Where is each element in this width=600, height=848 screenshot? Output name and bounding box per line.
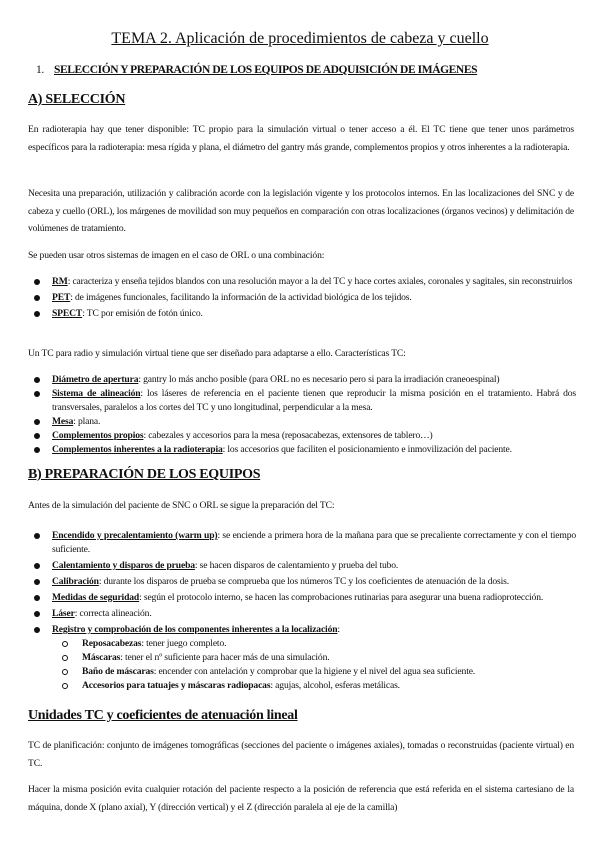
list-item: Registro y comprobación de los componentes inherentes a la localización: Reposacabezas: tener juego completo. Máscaras: tener el nº suficiente para hacer más de una simulación. Baño de máscaras: encender con antelación y comprobar que la higiene y el nivel del agua sea suficiente. Accesorios para tatuajes y máscaras radiopacas: agujas, alcohol, esferas metálicas. (28, 623, 576, 693)
preparation-steps-list (28, 529, 576, 695)
list-item: PET: de imágenes funcionales, facilitando la información de la actividad biológica de los tejidos. (28, 291, 576, 305)
list-item: RM: caracteriza y enseña tejidos blandos con una resolución mayor a la del TC y hace cortes axiales, coronales y sagitales, sin reconstruirlos (28, 275, 576, 289)
localization-components-list (52, 637, 576, 693)
paragraph-preparation: Necesita una preparación, utilización y calibración acorde con la legislación vigente y los protocolos internos. En las localizaciones del SNC y de cabeza y cuello (ORL), los márgenes de movilidad son muy pequeños en comparación con otras localizaciones (órganos vecinos) y delimitación de volúmenes de tratamiento. (28, 188, 574, 234)
list-item: Calentamiento y disparos de prueba: se hacen disparos de calentamiento y prueba del tubo. (28, 559, 576, 573)
sub-list-item: Accesorios para tatuajes y máscaras radiopacas: agujas, alcohol, esferas metálicas. (52, 679, 576, 693)
heading-seleccion: A) SELECCIÓN (28, 92, 126, 107)
list-item: Calibración: durante los disparos de prueba se comprueba que los números TC y los coeficientes de atenuación de la dosis. (28, 575, 576, 589)
paragraph-intro: En radioterapia hay que tener disponible: TC propio para la simulación virtual o tener acceso a él. El TC tiene que tener unos parámetros específicos para la radioterapia: mesa rígida y plana, el diámetro del gantry más grande, complementos propios y otros inherentes a la radioterapia. (28, 124, 574, 153)
paragraph-planning-tc: TC de planificación: conjunto de imágenes tomográficas (secciones del paciente o imágenes axiales), tomadas o reconstruidas (paciente virtual) en TC. (28, 740, 574, 769)
section-number: 1. (36, 64, 44, 76)
sub-list-item: Máscaras: tener el nº suficiente para hacer más de una simulación. (52, 651, 576, 665)
heading-preparacion: B) PREPARACIÓN DE LOS EQUIPOS (28, 467, 261, 482)
list-item: Encendido y precalentamiento (warm up): se enciende a primera hora de la mañana para que se precaliente correctamente y con el tiempo suficiente. (28, 529, 576, 557)
section-heading-text: SELECCIÓN Y PREPARACIÓN DE LOS EQUIPOS DE ADQUISICIÓN DE IMÁGENES (54, 64, 478, 76)
paragraph-before-simulation: Antes de la simulación del paciente de SNC o ORL se sigue la preparación del TC: (28, 500, 335, 511)
document-title: TEMA 2. Aplicación de procedimientos de cabeza y cuello (111, 30, 489, 47)
list-item: Láser: correcta alineación. (28, 607, 576, 621)
list-item: Complementos inherentes a la radioterapia: los accesorios que faciliten el posicionamiento e inmovilización del paciente. (28, 443, 576, 457)
sub-list-item: Baño de máscaras: encender con antelación y comprobar que la higiene y el nivel del agua sea suficiente. (52, 665, 576, 679)
tc-features-list (28, 373, 576, 457)
list-item: Mesa: plana. (28, 415, 576, 429)
paragraph-tc-features: Un TC para radio y simulación virtual tiene que ser diseñado para adaptarse a ello. Características TC: (28, 348, 406, 359)
section-heading (36, 64, 477, 76)
sub-list-item: Reposacabezas: tener juego completo. (52, 637, 576, 651)
heading-unidades-tc: Unidades TC y coeficientes de atenuación lineal (28, 708, 298, 723)
list-item: Medidas de seguridad: según el protocolo interno, se hacen las comprobaciones rutinarias para asegurar una buena radioprotección. (28, 591, 576, 605)
paragraph-imaging-systems: Se pueden usar otros sistemas de imagen en el caso de ORL o una combinación: (28, 250, 325, 261)
paragraph-reference-position: Hacer la misma posición evita cualquier rotación del paciente respecto a la posición de referencia que está referida en el sistema cartesiano de la máquina, donde X (plano axial), Y (dirección vertical) y el Z (dirección paralela al eje de la camilla) (28, 784, 574, 813)
list-item: Sistema de alineación: los láseres de referencia en el paciente tienen que reproducir la misma posición en el tratamiento. Habrá dos transversales, paralelos a los cortes del TC y uno longitudinal, perpendicular a la mesa. (28, 387, 576, 415)
list-item: Diámetro de apertura: gantry lo más ancho posible (para ORL no es necesario pero si para la irradiación craneoespinal) (28, 373, 576, 387)
imaging-systems-list (28, 275, 576, 323)
list-item: SPECT: TC por emisión de fotón único. (28, 307, 576, 321)
list-item: Complementos propios: cabezales y accesorios para la mesa (reposacabezas, extensores de tablero…) (28, 429, 576, 443)
